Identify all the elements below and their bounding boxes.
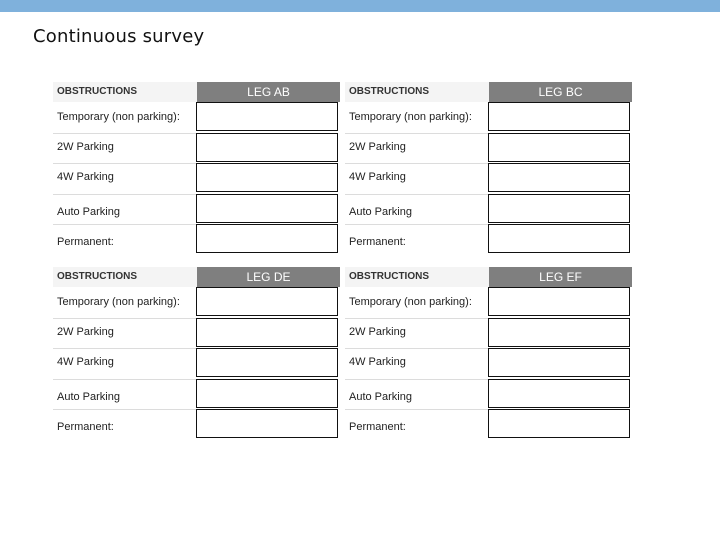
entry-box[interactable] [488, 409, 630, 438]
entry-box[interactable] [196, 133, 338, 162]
row-divider [53, 163, 196, 164]
block-header [345, 82, 632, 102]
obstructions-label: OBSTRUCTIONS [349, 86, 429, 97]
survey-block-leg-ab [53, 82, 340, 254]
entry-box[interactable] [488, 287, 630, 316]
row-label: 2W Parking [349, 326, 406, 338]
row-label: 4W Parking [57, 171, 114, 183]
row-label: Auto Parking [57, 391, 120, 403]
row-divider [53, 194, 196, 195]
table-row [53, 409, 340, 439]
row-divider [53, 348, 196, 349]
table-row [53, 379, 340, 409]
survey-block-leg-de [53, 267, 340, 439]
obstructions-label: OBSTRUCTIONS [57, 86, 137, 97]
entry-box[interactable] [488, 163, 630, 192]
entry-box[interactable] [196, 348, 338, 377]
row-divider [53, 133, 196, 134]
row-divider [53, 379, 196, 380]
row-divider [345, 318, 488, 319]
row-divider [345, 194, 488, 195]
table-row [53, 102, 340, 132]
survey-forms [53, 82, 632, 442]
entry-box[interactable] [196, 194, 338, 223]
row-divider [53, 318, 196, 319]
entry-box[interactable] [488, 133, 630, 162]
table-row [345, 348, 632, 378]
table-row [53, 318, 340, 348]
entry-box[interactable] [196, 287, 338, 316]
entry-box[interactable] [488, 194, 630, 223]
row-label: Temporary (non parking): [57, 296, 180, 308]
leg-label: LEG EF [489, 267, 632, 287]
obstructions-label: OBSTRUCTIONS [57, 271, 137, 282]
leg-label: LEG AB [197, 82, 340, 102]
row-divider [53, 224, 196, 225]
leg-label: LEG BC [489, 82, 632, 102]
row-label: Permanent: [349, 236, 406, 248]
row-divider [345, 163, 488, 164]
entry-box[interactable] [488, 102, 630, 131]
table-row [53, 163, 340, 193]
top-accent-bar [0, 0, 720, 12]
row-label: Permanent: [57, 236, 114, 248]
row-divider [345, 133, 488, 134]
row-label: Auto Parking [349, 391, 412, 403]
survey-block-leg-bc [345, 82, 632, 254]
entry-box[interactable] [196, 409, 338, 438]
table-row [345, 224, 632, 254]
row-label: 4W Parking [57, 356, 114, 368]
obstructions-label: OBSTRUCTIONS [349, 271, 429, 282]
table-row [53, 348, 340, 378]
table-row [345, 194, 632, 224]
table-row [53, 133, 340, 163]
page-title: Continuous survey [33, 26, 205, 47]
row-label: Temporary (non parking): [57, 111, 180, 123]
table-row [345, 318, 632, 348]
block-header [53, 82, 340, 102]
row-divider [53, 409, 196, 410]
table-row [345, 287, 632, 317]
block-header [345, 267, 632, 287]
row-label: 4W Parking [349, 356, 406, 368]
table-row [345, 409, 632, 439]
row-label: 2W Parking [349, 141, 406, 153]
table-row [345, 379, 632, 409]
row-label: Temporary (non parking): [349, 111, 472, 123]
table-row [345, 102, 632, 132]
entry-box[interactable] [196, 163, 338, 192]
row-label: 2W Parking [57, 326, 114, 338]
row-label: 4W Parking [349, 171, 406, 183]
entry-box[interactable] [488, 224, 630, 253]
entry-box[interactable] [488, 379, 630, 408]
row-divider [345, 409, 488, 410]
row-divider [345, 348, 488, 349]
row-label: Auto Parking [349, 206, 412, 218]
row-divider [345, 224, 488, 225]
survey-block-leg-ef [345, 267, 632, 439]
entry-box[interactable] [196, 102, 338, 131]
row-divider [345, 379, 488, 380]
entry-box[interactable] [196, 224, 338, 253]
row-label: Permanent: [349, 421, 406, 433]
row-label: Permanent: [57, 421, 114, 433]
table-row [53, 194, 340, 224]
table-row [345, 133, 632, 163]
entry-box[interactable] [196, 379, 338, 408]
table-row [345, 163, 632, 193]
row-label: Temporary (non parking): [349, 296, 472, 308]
leg-label: LEG DE [197, 267, 340, 287]
row-label: 2W Parking [57, 141, 114, 153]
entry-box[interactable] [488, 318, 630, 347]
row-label: Auto Parking [57, 206, 120, 218]
entry-box[interactable] [196, 318, 338, 347]
table-row [53, 224, 340, 254]
table-row [53, 287, 340, 317]
entry-box[interactable] [488, 348, 630, 377]
block-header [53, 267, 340, 287]
